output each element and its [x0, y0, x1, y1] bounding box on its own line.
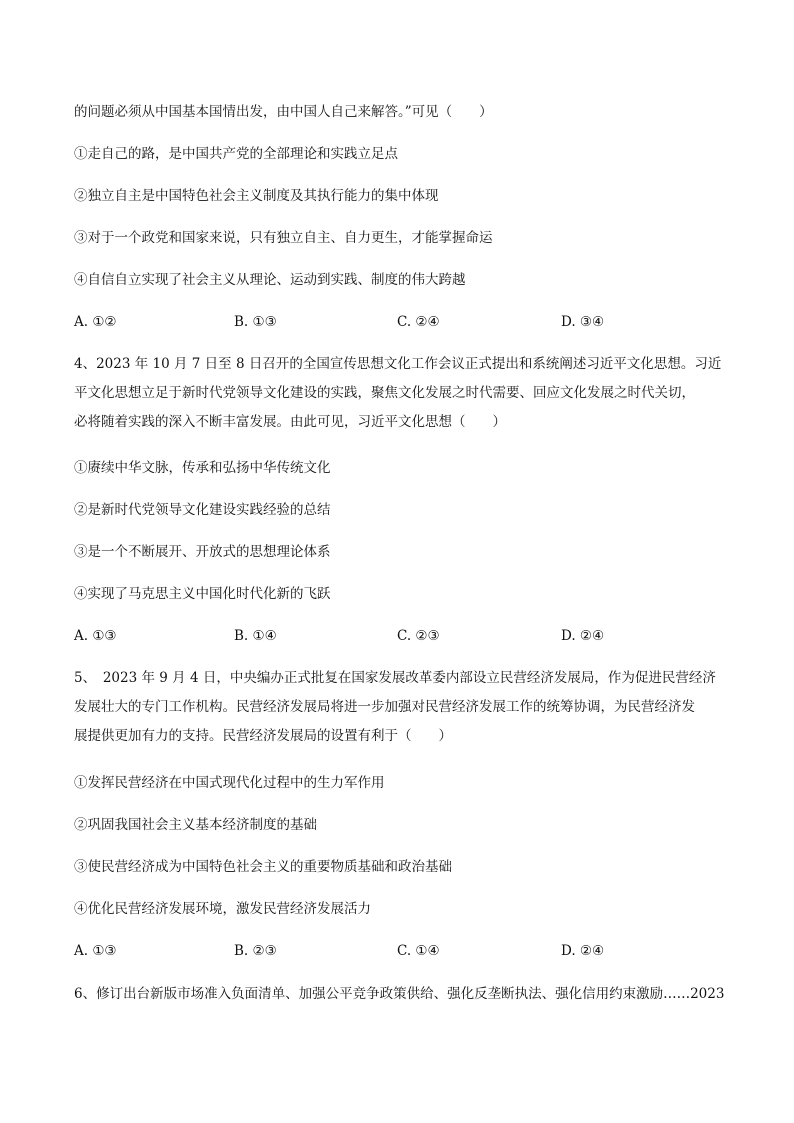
- q4-stem-line-3: 必将随着实践的深入不断丰富发展。由此可见，习近平文化思想（ ）: [74, 414, 506, 430]
- statement-1: ①走自己的路，是中国共产党的全部理论和实践立足点: [74, 146, 398, 162]
- q5-stem-line-1: 5、 2023 年 9 月 4 日，中央编办正式批复在国家发展改革委内部设立民营经济发展局，作为促进民营经济: [74, 670, 716, 686]
- option-d: D. ③④: [561, 314, 605, 330]
- q4-option-a: A. ①③: [74, 628, 117, 644]
- q4-statement-1: ①赓续中华文脉，传承和弘扬中华传统文化: [74, 460, 331, 476]
- q5-statement-2: ②巩固我国社会主义基本经济制度的基础: [74, 817, 317, 833]
- option-a: A. ①②: [74, 314, 117, 330]
- option-c: C. ②④: [397, 314, 440, 330]
- q5-option-c: C. ①④: [397, 943, 440, 959]
- option-b: B. ①③: [234, 314, 277, 330]
- q4-option-d: D. ②④: [561, 628, 605, 644]
- statement-3: ③对于一个政党和国家来说，只有独立自主、自力更生，才能掌握命运: [74, 230, 493, 246]
- q4-stem-line-1: 4、2023 年 10 月 7 日至 8 日召开的全国宣传思想文化工作会议正式提出和系统阐述习近平文化思想。习近: [74, 356, 722, 372]
- answer-options: [74, 313, 724, 331]
- q4-option-b: B. ①④: [234, 628, 277, 644]
- q5-option-b: B. ②③: [234, 943, 277, 959]
- q4-stem-line-2: 平文化思想立足于新时代党领导文化建设的实践，聚焦文化发展之时代需要、回应文化发展之时代关切，: [74, 385, 695, 401]
- q5-answer-options: [74, 942, 724, 960]
- question-stem-line: 的问题必须从中国基本国情出发，由中国人自己来解答。”可见（ ）: [74, 104, 493, 120]
- q4-statement-2: ②是新时代党领导文化建设实践经验的总结: [74, 502, 331, 518]
- q4-statement-4: ④实现了马克思主义中国化时代化新的飞跃: [74, 586, 331, 602]
- q5-option-a: A. ①③: [74, 943, 117, 959]
- q5-stem-line-3: 展提供更加有力的支持。民营经济发展局的设置有利于（ ）: [74, 728, 452, 744]
- statement-4: ④自信自立实现了社会主义从理论、运动到实践、制度的伟大跨越: [74, 272, 466, 288]
- q5-statement-3: ③使民营经济成为中国特色社会主义的重要物质基础和政治基础: [74, 859, 452, 875]
- q5-statement-4: ④优化民营经济发展环境，激发民营经济发展活力: [74, 901, 371, 917]
- q6-stem-line-1: 6、修订出台新版市场准入负面清单、加强公平竞争政策供给、强化反垄断执法、强化信用约束激励……2023: [74, 986, 725, 1002]
- q4-option-c: C. ②③: [397, 628, 440, 644]
- q5-stem-line-2: 发展壮大的专门工作机构。民营经济发展局将进一步加强对民营经济发展工作的统筹协调，为民营经济发: [74, 699, 695, 715]
- q4-statement-3: ③是一个不断展开、开放式的思想理论体系: [74, 544, 331, 560]
- q5-statement-1: ①发挥民营经济在中国式现代化过程中的生力军作用: [74, 775, 385, 791]
- q4-answer-options: [74, 627, 724, 645]
- statement-2: ②独立自主是中国特色社会主义制度及其执行能力的集中体现: [74, 188, 439, 204]
- q5-option-d: D. ②④: [561, 943, 605, 959]
